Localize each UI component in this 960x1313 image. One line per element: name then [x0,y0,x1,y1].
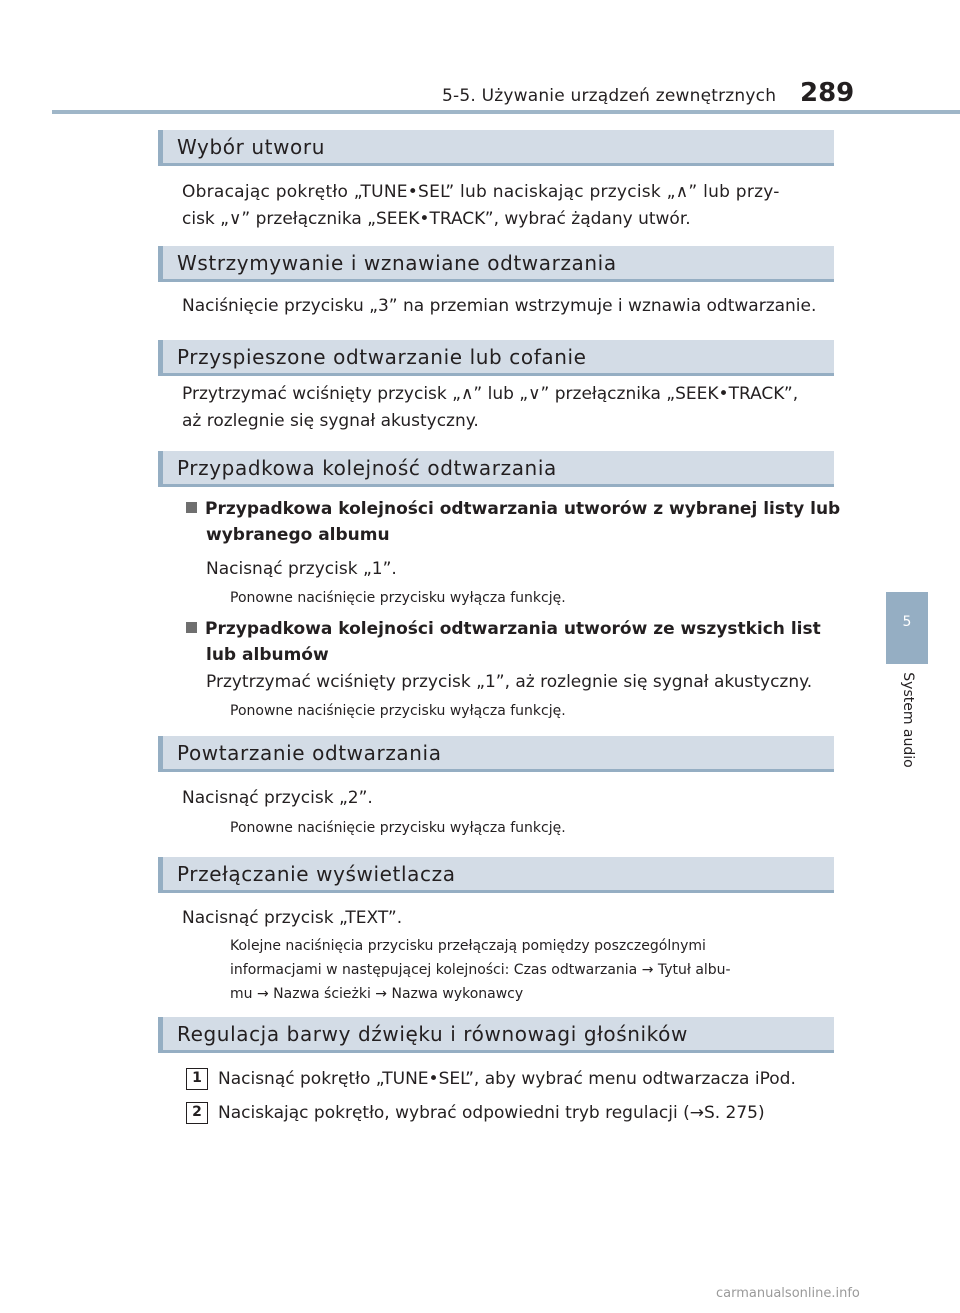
section-title: Wstrzymywanie i wznawiane odtwarzania [177,251,617,275]
section-heading-display-switching [158,857,834,893]
section-title: Wybór utworu [177,135,325,159]
note-text: informacjami w następującej kolejności: Czas odtwarzania → Tytuł albu- [230,962,731,978]
paragraph-line: cisk „∨” przełącznika „SEEK•TRACK”, wybrać żądany utwór. [182,209,691,229]
square-bullet-icon [186,622,197,633]
section-heading-fast-forward-rewind [158,340,834,376]
subheading-line: Przypadkowa kolejności odtwarzania utworów ze wszystkich list [186,616,821,642]
page-number: 289 [800,78,855,108]
section-heading-pause-resume [158,246,834,282]
subheading-line: lub albumów [206,645,329,665]
paragraph-line: Nacisnąć przycisk „2”. [182,788,373,808]
header-rule [52,110,960,114]
paragraph-line: Nacisnąć przycisk „TEXT”. [182,908,403,928]
note-text: Ponowne naciśnięcie przycisku wyłącza funkcję. [230,820,566,836]
instruction-text: Przytrzymać wciśnięty przycisk „1”, aż rozlegnie się sygnał akustyczny. [206,672,813,692]
step-number-box: 2 [186,1102,208,1124]
running-header-section: 5-5. Używanie urządzeń zewnętrznych [442,86,777,106]
section-heading-repeat-playback [158,736,834,772]
watermark: carmanualsonline.info [716,1286,860,1301]
section-title: Przyspieszone odtwarzanie lub cofanie [177,345,587,369]
section-title: Powtarzanie odtwarzania [177,741,442,765]
chapter-tab-label: System audio [900,672,916,768]
square-bullet-icon [186,502,197,513]
step-text: Naciskając pokrętło, wybrać odpowiedni tryb regulacji (→S. 275) [218,1103,765,1123]
paragraph-line: Naciśnięcie przycisku „3” na przemian wstrzymuje i wznawia odtwarzanie. [182,296,817,316]
section-heading-track-selection [158,130,834,166]
section-heading-tone-balance [158,1017,834,1053]
paragraph-line: Obracając pokrętło „TUNE•SEL” lub naciskając przycisk „∧” lub przy- [182,182,780,202]
note-text: Ponowne naciśnięcie przycisku wyłącza funkcję. [230,703,566,719]
note-text: Kolejne naciśnięcia przycisku przełączają pomiędzy poszczególnymi [230,938,706,954]
section-title: Przełączanie wyświetlacza [177,862,456,886]
note-text: Ponowne naciśnięcie przycisku wyłącza funkcję. [230,590,566,606]
instruction-text: Nacisnąć przycisk „1”. [206,559,397,579]
note-text: mu → Nazwa ścieżki → Nazwa wykonawcy [230,986,524,1002]
chapter-tab-number: 5 [902,614,912,630]
section-title: Przypadkowa kolejność odtwarzania [177,456,557,480]
subheading-line: wybranego albumu [206,525,390,545]
step-number-box: 1 [186,1068,208,1090]
subheading-line: Przypadkowa kolejności odtwarzania utworów z wybranej listy lub [186,496,840,522]
step-text: Nacisnąć pokrętło „TUNE•SEL”, aby wybrać menu odtwarzacza iPod. [218,1069,796,1089]
paragraph-line: aż rozlegnie się sygnał akustyczny. [182,411,479,431]
paragraph-line: Przytrzymać wciśnięty przycisk „∧” lub „∨” przełącznika „SEEK•TRACK”, [182,384,799,404]
section-heading-random-playback [158,451,834,487]
section-title: Regulacja barwy dźwięku i równowagi głośników [177,1022,688,1046]
